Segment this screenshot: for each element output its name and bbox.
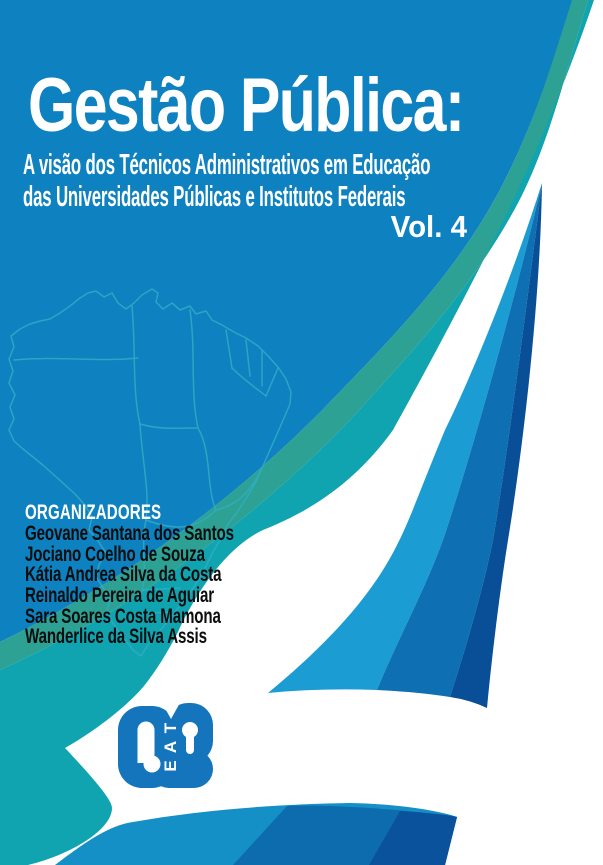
organizer-name: Reinaldo Pereira de Aguiar — [25, 584, 214, 608]
logo-letter-a: A — [161, 740, 180, 754]
organizer-name: Jociano Coelho de Souza — [25, 542, 205, 566]
cptae-logo — [118, 701, 213, 788]
logo-p-stem — [150, 750, 213, 788]
logo-handset-bottom — [144, 756, 161, 773]
cover-subtitle-line1: A visão dos Técnicos Administrativos em Educação — [23, 149, 431, 181]
organizers-heading: ORGANIZADORES — [25, 501, 162, 524]
organizer-name: Sara Soares Costa Mamona — [25, 604, 221, 628]
volume-label: Vol. 4 — [390, 209, 467, 244]
organizer-name: Kátia Andrea Silva da Costa — [25, 563, 222, 587]
organizers-list — [25, 524, 315, 648]
logo-letter-t: T — [161, 722, 180, 734]
logo-p-counter-tail — [186, 730, 194, 754]
logo-letter-e: E — [161, 760, 180, 772]
logo-tae-text — [161, 722, 180, 771]
cover-title: Gestão Pública: — [28, 63, 464, 148]
organizer-name: Geovane Santana dos Santos — [25, 522, 234, 545]
cover-subtitle-line2: das Universidades Públicas e Institutos Federais — [23, 181, 406, 213]
organizer-name: Wanderlice da Silva Assis — [25, 625, 207, 649]
